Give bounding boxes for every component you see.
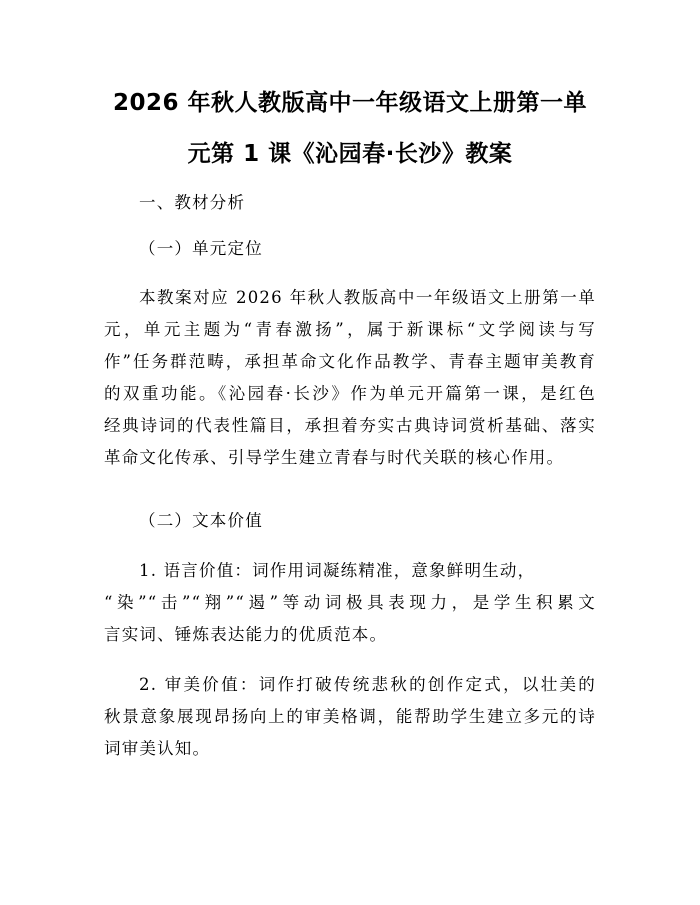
point-2-line-3: 词审美认知。 xyxy=(104,739,211,758)
paragraph-1-line-6: 革命文化传承、引导学生建立青春与时代关联的核心作用。 xyxy=(104,448,565,467)
section-heading-teaching-material-analysis: 一、教材分析 xyxy=(139,193,246,212)
point-1-line-1: 1. 语言价值：词作用词凝练精准，意象鲜明生动， xyxy=(139,561,536,580)
paragraph-1-line-1: 本教案对应 2026 年秋人教版高中一年级语文上册第一单 xyxy=(139,288,596,307)
paragraph-1-line-5: 经典诗词的代表性篇目，承担着夯实古典诗词赏析基础、落实 xyxy=(104,416,596,435)
subsection-heading-text-value: （二）文本价值 xyxy=(139,511,263,530)
paragraph-1-line-4: 的双重功能。《沁园春·长沙》作为单元开篇第一课，是红色 xyxy=(104,384,596,403)
document-title-line-1: 2026 年秋人教版高中一年级语文上册第一单 xyxy=(112,90,588,116)
point-2-line-1: 2. 审美价值：词作打破传统悲秋的创作定式，以壮美的 xyxy=(139,675,596,694)
subsection-heading-unit-positioning: （一）单元定位 xyxy=(139,239,263,258)
paragraph-1-line-2: 元，单元主题为“青春激扬”，属于新课标“文学阅读与写 xyxy=(104,320,596,339)
document-title-line-2: 元第 1 课《沁园春·长沙》教案 xyxy=(187,141,513,167)
point-2-line-2: 秋景意象展现昂扬向上的审美格调，能帮助学生建立多元的诗 xyxy=(104,707,596,726)
paragraph-1-line-3: 作”任务群范畴，承担革命文化作品教学、青春主题审美教育 xyxy=(104,352,596,371)
point-1-line-2: “染”“击”“翔”“遏”等动词极具表现力，是学生积累文 xyxy=(104,593,596,612)
point-1-line-3: 言实词、锤炼表达能力的优质范本。 xyxy=(104,625,388,644)
